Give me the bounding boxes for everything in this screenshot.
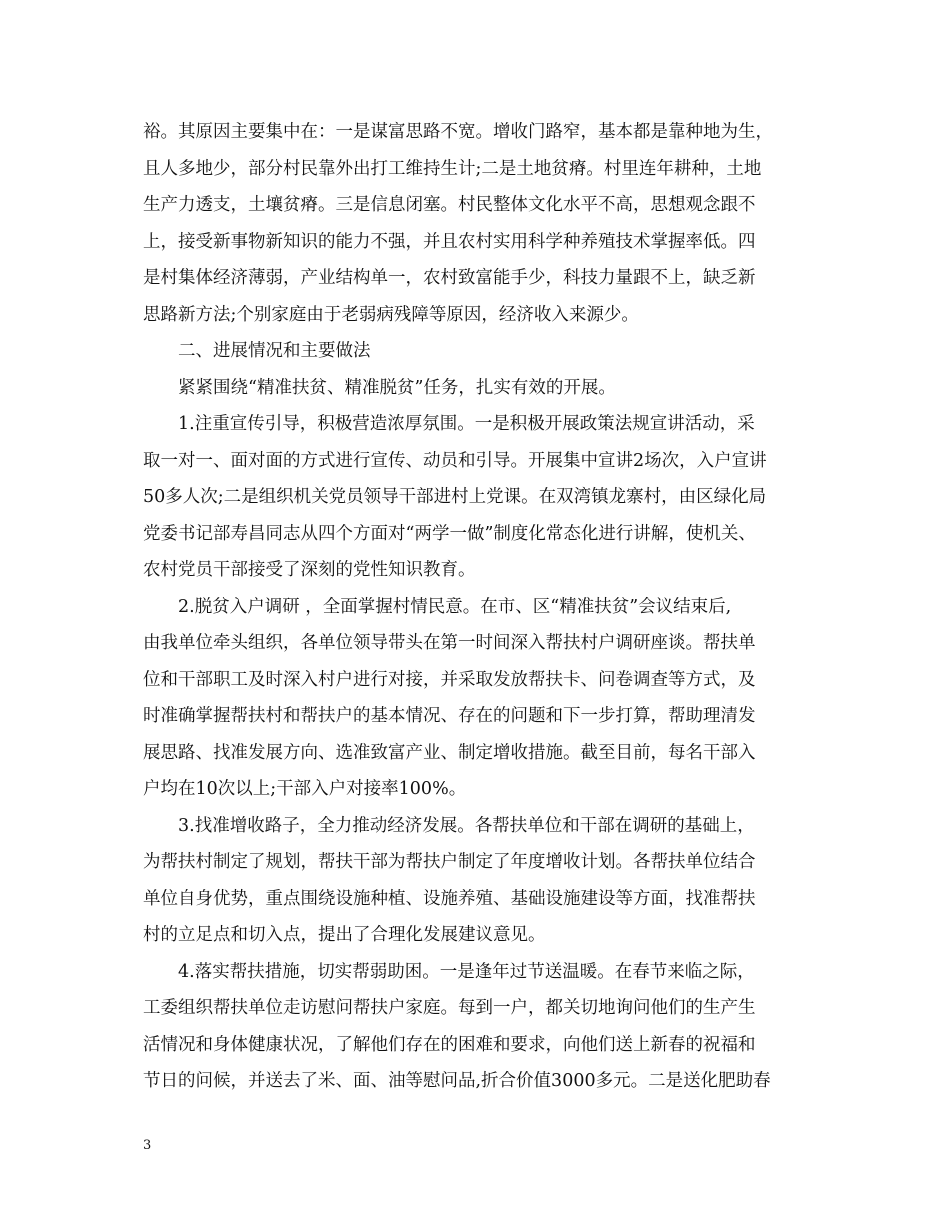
text-line: 是村集体经济薄弱，产业结构单一，农村致富能手少，科技力量跟不上，缺乏新 — [143, 268, 756, 288]
page-number: 3 — [143, 1138, 152, 1153]
text-line: 50多人次;二是组织机关党员领导干部进村上党课。在双湾镇龙寨村，由区绿化局 — [143, 487, 767, 507]
text-line: 1.注重宣传引导，积极营造浓厚氛围。一是积极开展政策法规宣讲活动，采 — [178, 414, 755, 434]
text-line: 裕。其原因主要集中在：一是谋富思路不宽。增收门路窄，基本都是靠种地为生， — [143, 122, 773, 142]
text-line: 为帮扶村制定了规划，帮扶干部为帮扶户制定了年度增收计划。各帮扶单位结合 — [143, 852, 756, 872]
text-line: 紧紧围绕“精准扶贫、精准脱贫”任务，扎实有效的开展。 — [178, 377, 616, 398]
text-line: 思路新方法;个别家庭由于老弱病残障等原因，经济收入来源少。 — [143, 304, 639, 325]
text-line: 农村党员干部接受了深刻的党性知识教育。 — [143, 560, 476, 580]
text-line: 时准确掌握帮扶村和帮扶户的基本情况、存在的问题和下一步打算，帮助理清发 — [143, 706, 756, 726]
text-line: 3.找准增收路子，全力推动经济发展。各帮扶单位和干部在调研的基础上， — [178, 815, 755, 836]
text-line: 取一对一、面对面的方式进行宣传、动员和引导。开展集中宣讲2场次，入户宣讲 — [143, 450, 767, 471]
text-line: 生产力透支，土壤贫瘠。三是信息闭塞。村民整体文化水平不高，思想观念跟不 — [143, 195, 756, 215]
text-line: 4.落实帮扶措施，切实帮弱助困。一是逢年过节送温暖。在春节来临之际， — [178, 961, 755, 982]
text-line: 位和干部职工及时深入村户进行对接，并采取发放帮扶卡、问卷调查等方式，及 — [143, 669, 756, 690]
text-line: 展思路、找准发展方向、选准致富产业、制定增收措施。截至目前，每名干部入 — [143, 742, 756, 763]
text-line: 二、进展情况和主要做法 — [178, 341, 371, 361]
text-line: 由我单位牵头组织，各单位领导带头在第一时间深入帮扶村户调研座谈。帮扶单 — [143, 633, 756, 653]
text-line: 单位自身优势，重点围绕设施种植、设施养殖、基础设施建设等方面，找准帮扶 — [143, 888, 756, 909]
text-line: 上，接受新事物新知识的能力不强，并且农村实用科学种养殖技术掌握率低。四 — [143, 231, 756, 252]
text-line: 党委书记部寿昌同志从四个方面对“两学一做”制度化常态化进行讲解，使机关、 — [143, 523, 756, 544]
text-line: 工委组织帮扶单位走访慰问帮扶户家庭。每到一户，都关切地询问他们的生产生 — [143, 998, 756, 1018]
text-line: 2.脱贫入户调研 ，全面掌握村情民意。在市、区“精准扶贫”会议结束后, — [178, 596, 732, 617]
text-line: 且人多地少，部分村民靠外出打工维持生计;二是土地贫瘠。村里连年耕种，土地 — [143, 158, 762, 179]
text-line: 节日的问候，并送去了米、面、油等慰问品,折合价值3000多元。二是送化肥助春 — [143, 1071, 771, 1091]
document-body — [143, 114, 808, 1100]
text-line: 户均在10次以上;干部入户对接率100%。 — [143, 779, 467, 799]
text-line: 活情况和身体健康状况，了解他们存在的困难和要求，向他们送上新春的祝福和 — [143, 1034, 756, 1055]
text-line: 村的立足点和切入点，提出了合理化发展建议意见。 — [143, 925, 546, 945]
